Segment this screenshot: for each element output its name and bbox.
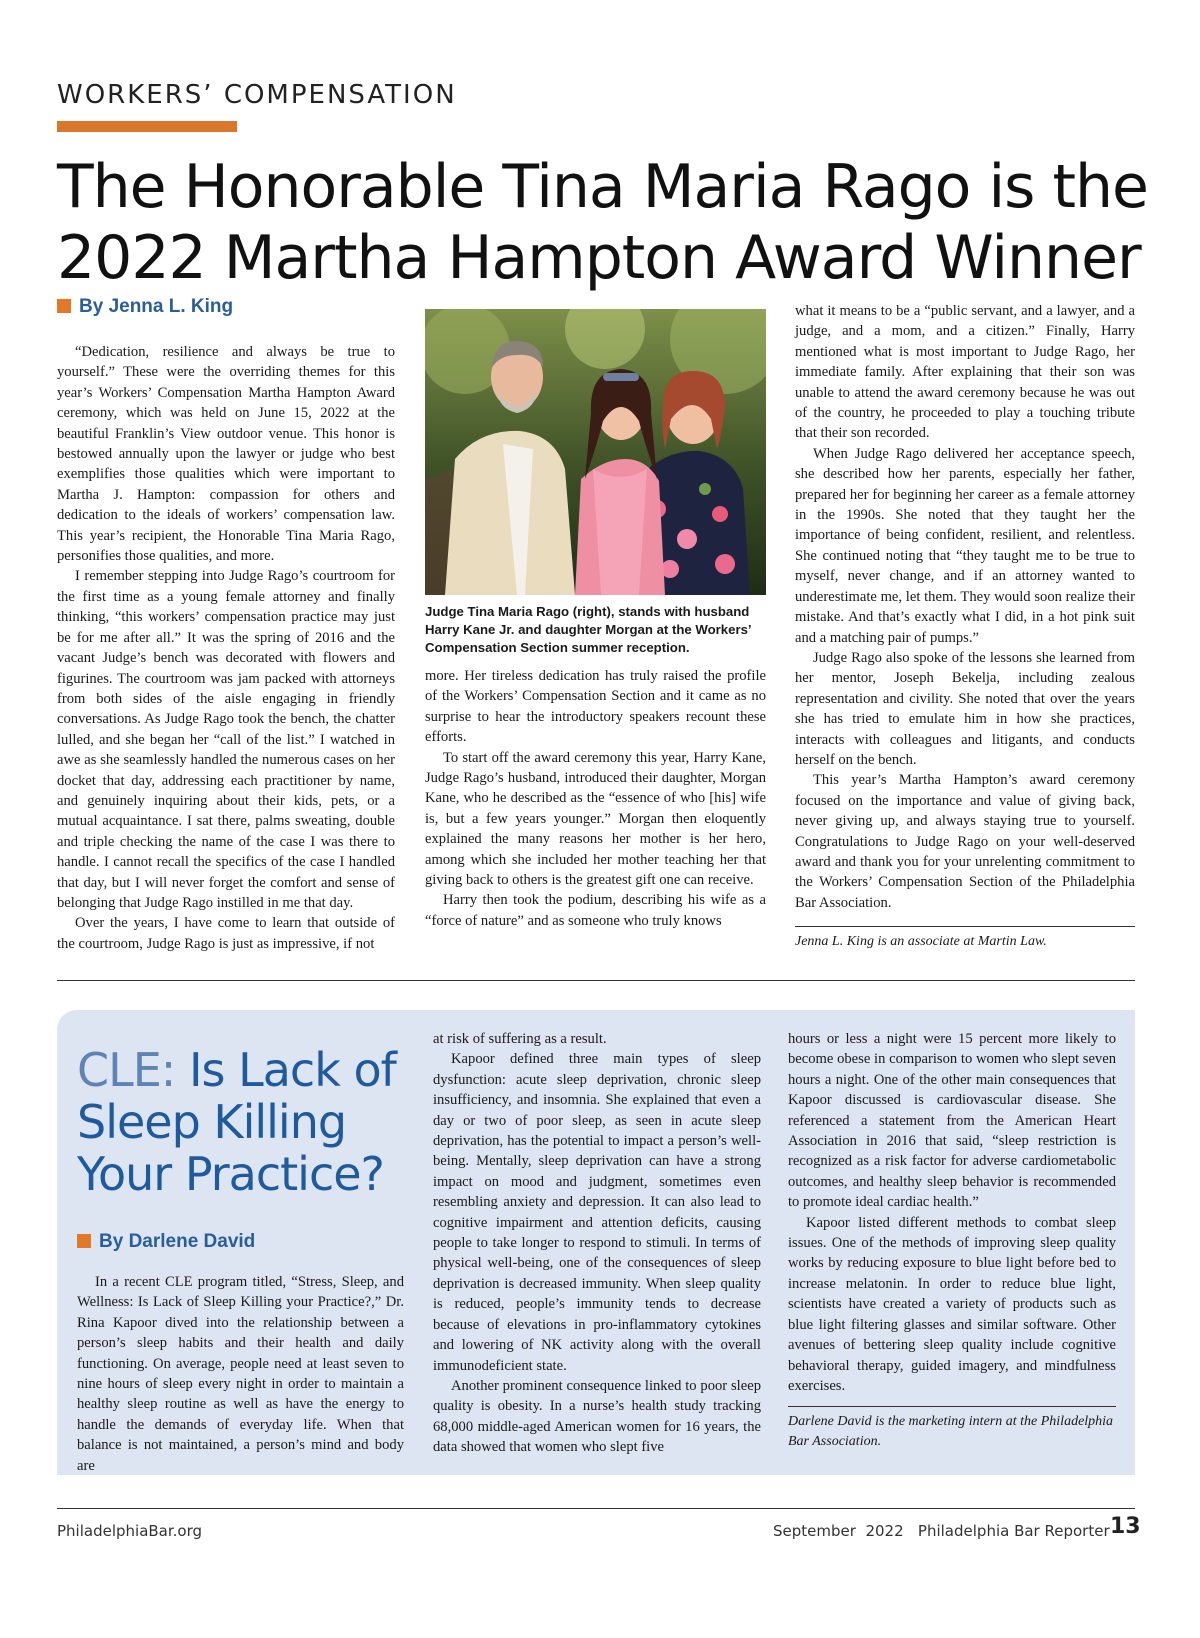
paragraph: Judge Rago also spoke of the lessons she learned from her mentor, Joseph Bekelja, including zealous representation and civility. She noted that over the years she has tried to emulate him in how she practices, interacts with colleagues and litigants, and conducts herself on the bench. — [795, 649, 1135, 768]
cle-column-1 — [77, 1272, 404, 1476]
author-note-rule — [788, 1406, 1116, 1407]
paragraph: at risk of suffering as a result. — [433, 1031, 607, 1047]
photo-illustration — [425, 309, 766, 595]
author-note-rule — [795, 926, 1135, 927]
footer-issue: September 2022 Philadelphia Bar Reporter — [773, 1522, 1110, 1540]
paragraph: In a recent CLE program titled, “Stress, Sleep, and Wellness: Is Lack of Sleep Killing your Practice?,” Dr. Rina Kapoor dived into the relationship between a person’s sleep habits and their health and daily functioning. On average, people need at least seven to nine hours of sleep every night in order to maintain a healthy sleep routine as well as have the energy to handle the demands of everyday life. When that balance is not maintained, a person’s mind and body are — [77, 1274, 404, 1474]
paragraph: When Judge Rago delivered her acceptance speech, she described how her parents, especially her father, prepared her for beginning her career as a female attorney in the 1990s. She noted that they taught her the importance of being confident, resilient, and relentless. She continued noting that “they taught me to be true to myself, never change, and if an attorney wanted to underestimate me, let them. They would soon realize their mistake. And that’s exactly what I did, in a hot pink suit and a matching pair of pumps.” — [795, 445, 1135, 646]
paragraph: hours or less a night were 15 percent more likely to become obese in comparison to women who slept seven hours a night. One of the other main consequences that Kapoor discussed is cardiovascular disease. She referenced a statement from the American Heart Association in 2016 that said, “sleep restriction is recognized as a risk factor for adverse cardiometabolic outcomes, and healthy sleep behavior is recommended to promote ideal cardiac health.” — [788, 1031, 1116, 1211]
photo-caption: Judge Tina Maria Rago (right), stands with husband Harry Kane Jr. and daughter Morgan at the Workers’ Compensation Section summer reception. — [425, 604, 751, 655]
footer-rule — [57, 1508, 1135, 1509]
article-column-1 — [57, 342, 395, 954]
cle-column-3 — [788, 1029, 1116, 1396]
cle-column-2 — [433, 1029, 761, 1458]
paragraph: Another prominent consequence linked to poor sleep quality is obesity. In a nurse’s health study tracking 68,000 middle-aged American women for 16 years, the data showed that women who slept five — [433, 1377, 761, 1456]
paragraph: Kapoor listed different methods to combat sleep issues. One of the methods of improving sleep quality works by reducing exposure to blue light before bed to increase melatonin. In order to reduce blue light, scientists have created a variety of products such as blue light filtering glasses and similar software. Other avenues of bettering sleep quality include cognitive behavioral therapy, guided imagery, and mindfulness exercises. — [788, 1214, 1116, 1394]
author-note: Jenna L. King is an associate at Martin Law. — [795, 934, 1047, 949]
article-photo — [425, 309, 766, 595]
author-note: Darlene David is the marketing intern at the Philadelphia Bar Association. — [788, 1414, 1114, 1449]
paragraph: what it means to be a “public servant, and a lawyer, and a judge, and a mom, and a citizen.” Finally, Harry mentioned what is most important to Judge Rago, her immediate family. After explaining that their son was unable to attend the award ceremony because he was out of the country, he proceeded to play a touching tribute that their son recorded. — [795, 303, 1135, 442]
paragraph: “Dedication, resilience and always be true to yourself.” These were the overriding themes for this year’s Workers’ Compensation Martha Hampton Award ceremony, which was held on June 15, 2022 at the beautiful Franklin’s View outdoor venue. This honor is bestowed annually upon the lawyer or judge who best exemplifies those qualities which were important to Martha J. Hampton: compassion for others and dedication to the ideals of workers’ compensation law. This year’s recipient, the Honorable Tina Maria Rago, personifies those qualities, and more. — [57, 344, 395, 565]
paragraph: Kapoor defined three main types of sleep dysfunction: acute sleep deprivation, chronic sleep insufficiency, and insomnia. She explained that even a day or two of poor sleep, as seen in acute sleep deprivation, has the potential to impact a person’s well-being. Mentally, sleep deprivation can have a strong impact on mood and judgment, sometimes even resembling anxiety and depression. It can also lead to cognitive impairment and attention deficits, causing people to take longer to respond to stimuli. In terms of physical well-being, one of the consequences of sleep deprivation is decreased immunity. When sleep quality is reduced, people’s immunity tends to decrease because of elevations in pro-inflammatory cytokines and lowering of NK activity along with the overall immunodeficient state. — [433, 1051, 761, 1374]
byline-text: By Darlene David — [99, 1231, 256, 1252]
cle-title-main: Is Lack of Sleep Killing Your Practice? — [77, 1043, 396, 1201]
paragraph: To start off the award ceremony this year, Harry Kane, Judge Rago’s husband, introduced their daughter, Morgan Kane, who he described as the “essence of who [his] wife is, but a few years younger.” Morgan then eloquently explained the many reasons her mother is her hero, among which she included her mother teaching her that giving back to others is the greatest gift one can receive. — [425, 749, 766, 889]
cle-title-prefix: CLE: — [77, 1043, 176, 1097]
article-column-2 — [425, 666, 766, 931]
article-column-3 — [795, 301, 1135, 913]
section-label: WORKERS’ COMPENSATION — [57, 80, 457, 110]
footer-website: PhiladelphiaBar.org — [57, 1522, 203, 1540]
paragraph: I remember stepping into Judge Rago’s courtroom for the first time as a young female attorney and finally thinking, “this workers’ compensation practice may just be for me after all.” It was the spring of 2016 and the vacant Judge’s bench was decorated with flowers and figurines. The courtroom was jam packed with attorneys from both sides of the aisle engaging in friendly conversations. As Judge Rago took the bench, the chatter lulled, and she began her “call of the list.” I watched in awe as she seamlessly handled the numerous cases on her docket that day, addressing each practitioner by name, and genuinely inquiring about their kids, pets, or a mutual acquaintance. I sat there, palms sweating, double and triple checking the name of the case I was there to handle. I cannot recall the specifics of the case I handled that day, but I will never forget the comfort and sense of belonging that Judge Rago instilled in me that day. — [57, 568, 395, 911]
section-divider — [57, 980, 1135, 981]
article-byline — [57, 296, 233, 318]
section-accent-rule — [57, 121, 237, 132]
paragraph: Over the years, I have come to learn that outside of the courtroom, Judge Rago is just as impressive, if not — [57, 915, 395, 952]
byline-square-icon — [57, 299, 71, 313]
paragraph: This year’s Martha Hampton’s award ceremony focused on the importance and value of giving back, never giving up, and always staying true to yourself. Congratulations to Judge Rago on your well-deserved award and thank you for your unrelenting commitment to the Workers’ Compensation Section of the Philadelphia Bar Association. — [795, 772, 1135, 911]
paragraph: more. Her tireless dedication has truly raised the profile of the Workers’ Compensation Section and it came as no surprise to hear the introductory speakers recount these efforts. — [425, 668, 766, 746]
paragraph: Harry then took the podium, describing his wife as a “force of nature” and as someone who truly knows — [425, 892, 766, 929]
article-headline: The Honorable Tina Maria Rago is the 2022 Martha Hampton Award Winner — [57, 152, 1148, 293]
cle-byline — [77, 1231, 255, 1253]
byline-text: By Jenna L. King — [79, 296, 234, 317]
byline-square-icon — [77, 1234, 91, 1248]
page-number: 13 — [1110, 1514, 1141, 1539]
cle-title — [77, 1044, 407, 1200]
